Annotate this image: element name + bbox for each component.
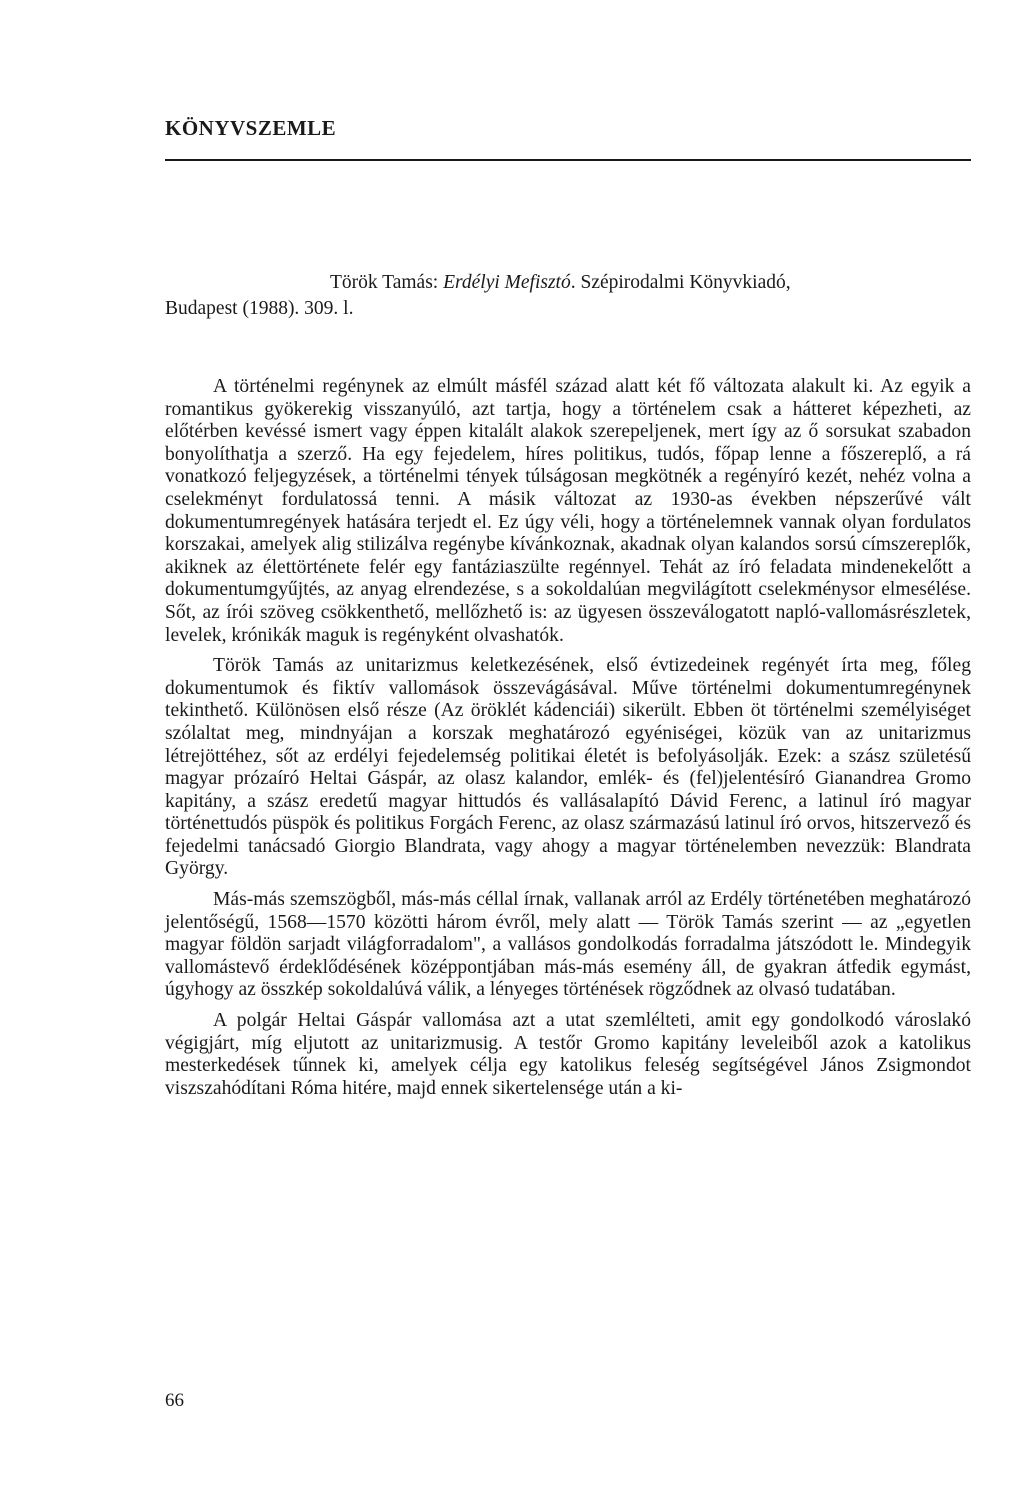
- header-rule: [165, 159, 971, 161]
- citation-place-year: Budapest (1988). 309. l.: [165, 298, 354, 319]
- citation-title: Erdélyi Mefisztó: [443, 272, 571, 293]
- paragraph-3: Más-más szemszögből, más-más céllal írnak, vallanak arról az Erdély történetében meghatározó jelentőségű, 1568—1570 közötti három évről, mely alatt — Török Tamás szerint — az „egyetlen magyar földön sarjadt világforradalom", a vallásos gondolkodás forradalma játszódott le. Mindegyik vallomástevő érdeklődésének középpontjában más-más esemény áll, de gyakran átfedik egymást, úgyhogy az összkép sokoldalúvá válik, a lényeges történések rögződnek az olvasó tudatában.: [165, 889, 971, 1001]
- page-number: 66: [165, 1390, 184, 1411]
- paragraph-1: A történelmi regénynek az elmúlt másfél század alatt két fő változata alakult ki. Az egyik a romantikus gyökerekig visszanyúló, azt tartja, hogy a történelem csak a hátteret képezheti, az előtérben kevéssé ismert vagy éppen kitalált alakok szerepeljenek, mert így az ő sorsukat szabadon bonyolíthatja a szerző. Ha egy fejedelem, híres politikus, tudós, főpap lenne a főszereplő, a rá vonatkozó feljegyzések, a történelmi tények túlságosan megkötnék a regényíró kezét, nehéz volna a cselekményt fordulatossá tenni. A másik változat az 1930-as években népszerűvé vált dokumentumregények hatására terjedt el. Ez úgy véli, hogy a történelemnek vannak olyan fordulatos korszakai, amelyek alig stilizálva regénybe kívánkoznak, akadnak olyan kalandos sorsú címszereplők, akiknek az élettörténete felér egy fantáziaszülte regénnyel. Tehát az író feladata mindenekelőtt a dokumentumgyűjtés, az anyag elrendezése, s a sokoldalúan megvilágított cselekménysor elmesélése. Sőt, az írói szöveg csökkenthető, mellőzhető is: az ügyesen összeválogatott napló-vallomásrészletek, levelek, krónikák maguk is regényként olvashatók.: [165, 376, 971, 646]
- citation-publisher: . Szépirodalmi Könyvkiadó,: [570, 272, 791, 293]
- paragraph-2: Török Tamás az unitarizmus keletkezésének, első évtizedeinek regényét írta meg, főleg dokumentumok és fiktív vallomások összevágásával. Műve történelmi dokumentumregénynek tekinthető. Különösen első része (Az öröklét kádenciái) sikerült. Ebben öt történelmi személyiséget szólaltat meg, mindnyájan a korszak meghatározó egyéniségei, közük van az unitarizmus létrejöttéhez, sőt az erdélyi fejedelemség politikai életét is befolyásolják. Ezek: a szász születésű magyar prózaíró Heltai Gáspár, az olasz kalandor, emlék- és (fel)jelentésíró Gianandrea Gromo kapitány, a szász eredetű magyar hittudós és vallásalapító Dávid Ferenc, a latinul író magyar történettudós püspök és politikus Forgách Ferenc, az olasz származású latinul író orvos, hitszervező és fejedelmi tanácsadó Giorgio Blandrata, vagy ahogy a magyar történelemben nevezzük: Blandrata György.: [165, 655, 971, 880]
- review-body: [165, 376, 971, 1108]
- citation-author: Török Tamás:: [330, 272, 439, 293]
- citation-line-1: [165, 270, 971, 296]
- paragraph-4: A polgár Heltai Gáspár vallomása azt a utat szemlélteti, amit egy gondolkodó városlakó végigjárt, míg eljutott az unitarizmusig. A testőr Gromo kapitány leveleiből azok a katolikus mesterkedések tűnnek ki, amelyek célja egy katolikus feleség segítségével János Zsigmondot viszszahódítani Róma hitére, majd ennek sikertelensége után a ki-: [165, 1010, 971, 1099]
- section-title: KÖNYVSZEMLE: [165, 116, 337, 140]
- book-citation: [165, 270, 971, 322]
